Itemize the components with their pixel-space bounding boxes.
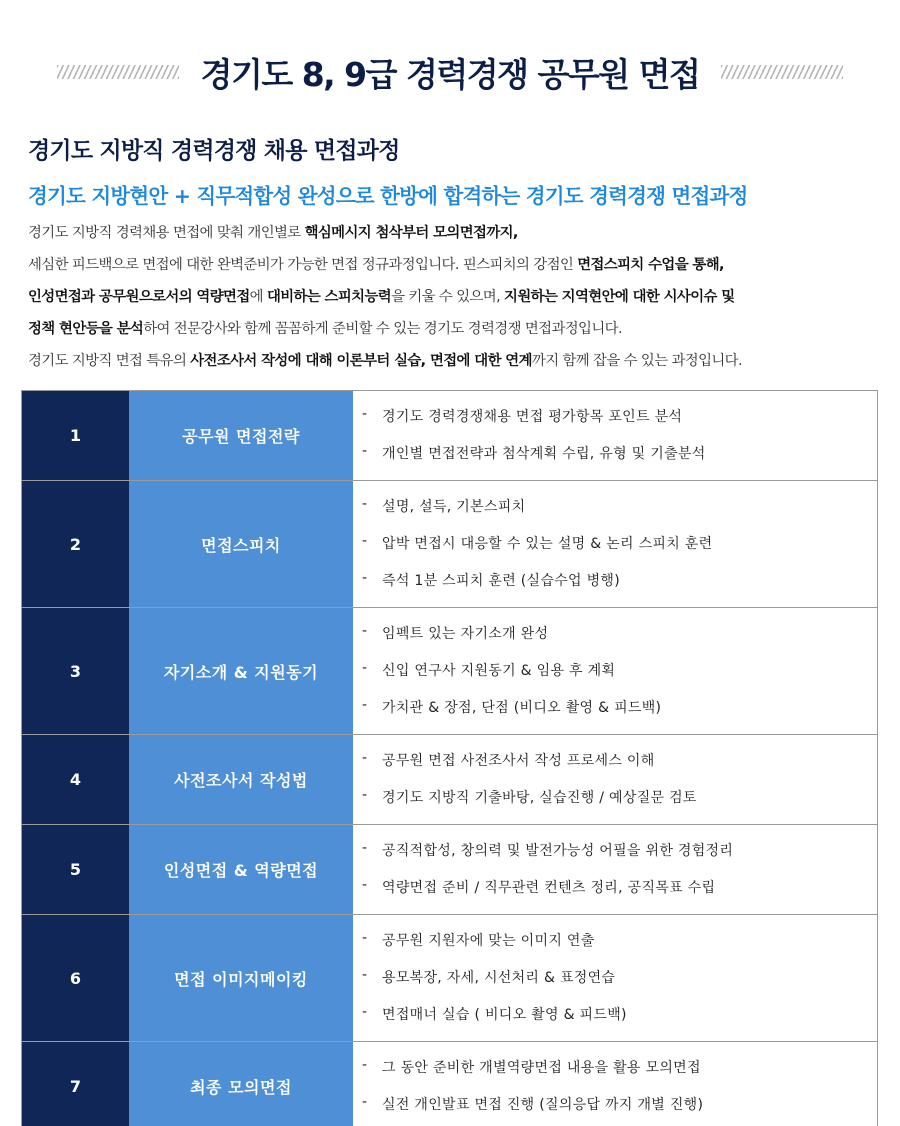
row-topic: 최종 모의면접 <box>129 1042 353 1126</box>
row-number: 4 <box>22 735 129 824</box>
row-number: 2 <box>22 481 129 607</box>
page-title: 경기도 8, 9급 경력경쟁 공무원 면접 <box>200 54 700 94</box>
row-topic: 사전조사서 작성법 <box>129 735 353 824</box>
list-item <box>362 496 877 533</box>
list-item <box>362 1094 877 1126</box>
row-items <box>353 735 877 824</box>
page-header <box>0 44 900 100</box>
list-item <box>362 930 877 967</box>
bullet-dash: - <box>362 496 368 512</box>
item-text: 압박 면접시 대응할 수 있는 설명 & 논리 스피치 훈련 <box>382 536 713 552</box>
list-item <box>362 406 877 443</box>
description-line <box>28 345 878 377</box>
row-topic: 면접 이미지메이킹 <box>129 915 353 1041</box>
table-row <box>22 825 877 915</box>
table-row <box>22 1042 877 1126</box>
bullet-dash: - <box>362 697 368 713</box>
item-text: 공무원 면접 사전조사서 작성 프로세스 이해 <box>382 753 655 769</box>
row-topic: 면접스피치 <box>129 481 353 607</box>
item-text: 개인별 면접전략과 첨삭계획 수립, 유형 및 기출분석 <box>382 446 706 462</box>
bullet-dash: - <box>362 623 368 639</box>
emphasis-text: 정책 현안등을 분석 <box>28 321 144 337</box>
bullet-dash: - <box>362 1004 368 1020</box>
body-text: 에 <box>249 289 267 305</box>
emphasis-text: 사전조사서 작성에 대해 이론부터 실습, 면접에 대한 연계 <box>190 353 532 369</box>
bullet-dash: - <box>362 533 368 549</box>
row-topic: 인성면접 & 역량면접 <box>129 825 353 914</box>
description-line <box>28 249 878 281</box>
item-text: 실전 개인발표 면접 진행 (질의응답 까지 개별 진행) <box>382 1097 704 1113</box>
list-item <box>362 787 877 824</box>
item-text: 즉석 1분 스피치 훈련 (실습수업 병행) <box>382 573 621 589</box>
row-topic: 공무원 면접전략 <box>129 391 353 480</box>
table-row <box>22 481 877 608</box>
row-items <box>353 481 877 607</box>
bullet-dash: - <box>362 750 368 766</box>
emphasis-text: 핵심메시지 첨삭부터 모의면접까지, <box>304 225 518 241</box>
item-text: 그 동안 준비한 개별역량면접 내용을 활용 모의면접 <box>382 1060 701 1076</box>
bullet-dash: - <box>362 967 368 983</box>
bullet-dash: - <box>362 840 368 856</box>
emphasis-text: 대비하는 스피치능력 <box>266 289 392 305</box>
row-number: 7 <box>22 1042 129 1126</box>
emphasis-text: 인성면접과 공무원으로서의 역량면접 <box>28 289 250 305</box>
curriculum-table <box>21 390 878 1126</box>
body-text: 을 키울 수 있으며, <box>391 289 505 305</box>
list-item <box>362 533 877 570</box>
row-number: 6 <box>22 915 129 1041</box>
list-item <box>362 967 877 1004</box>
item-text: 공무원 지원자에 맞는 이미지 연출 <box>382 933 595 949</box>
item-text: 면접매너 실습 ( 비디오 촬영 & 피드백) <box>382 1007 627 1023</box>
list-item <box>362 1057 877 1094</box>
description-line <box>28 281 878 313</box>
bullet-dash: - <box>362 1057 368 1073</box>
body-text: 경기도 지방직 면접 특유의 <box>28 353 191 369</box>
bullet-dash: - <box>362 877 368 893</box>
list-item <box>362 443 877 480</box>
list-item <box>362 840 877 877</box>
section-heading: 경기도 지방직 경력경쟁 채용 면접과정 <box>28 138 400 164</box>
body-text: 하여 전문강사와 함께 꼼꼼하게 준비할 수 있는 경기도 경력경쟁 면접과정입니다. <box>143 321 622 337</box>
row-topic: 자기소개 & 지원동기 <box>129 608 353 734</box>
bullet-dash: - <box>362 443 368 459</box>
list-item <box>362 623 877 660</box>
item-text: 가치관 & 장점, 단점 (비디오 촬영 & 피드백) <box>382 700 662 716</box>
row-items <box>353 391 877 480</box>
list-item <box>362 877 877 914</box>
item-text: 역량면접 준비 / 직무관련 컨텐츠 정리, 공직목표 수립 <box>382 880 716 896</box>
list-item <box>362 697 877 734</box>
table-row <box>22 391 877 481</box>
decorative-hatch-left <box>57 65 179 79</box>
row-items <box>353 608 877 734</box>
item-text: 공직적합성, 창의력 및 발전가능성 어필을 위한 경험정리 <box>382 843 734 859</box>
table-row <box>22 608 877 735</box>
emphasis-text: 지원하는 지역현안에 대한 시사이슈 및 <box>504 289 735 305</box>
body-text: 세심한 피드백으로 면접에 대한 완벽준비가 가능한 면접 정규과정입니다. 핀스피치의 강점인 <box>28 257 578 273</box>
decorative-hatch-right <box>721 65 843 79</box>
item-text: 설명, 설득, 기본스피치 <box>382 499 526 515</box>
table-row <box>22 735 877 825</box>
row-number: 5 <box>22 825 129 914</box>
bullet-dash: - <box>362 406 368 422</box>
table-row <box>22 915 877 1042</box>
list-item <box>362 1004 877 1041</box>
row-number: 1 <box>22 391 129 480</box>
list-item <box>362 660 877 697</box>
row-items <box>353 915 877 1041</box>
body-text: 경기도 지방직 경력채용 면접에 맞춰 개인별로 <box>28 225 305 241</box>
bullet-dash: - <box>362 787 368 803</box>
description-line <box>28 313 878 345</box>
row-number: 3 <box>22 608 129 734</box>
row-items <box>353 825 877 914</box>
emphasis-text: 면접스피치 수업을 통해, <box>577 257 724 273</box>
list-item <box>362 750 877 787</box>
item-text: 경기도 경력경쟁채용 면접 평가항목 포인트 분석 <box>382 409 683 425</box>
item-text: 임펙트 있는 자기소개 완성 <box>382 626 549 642</box>
bullet-dash: - <box>362 660 368 676</box>
bullet-dash: - <box>362 1094 368 1110</box>
item-text: 신입 연구사 지원동기 & 임용 후 계획 <box>382 663 616 679</box>
description-line <box>28 217 878 249</box>
bullet-dash: - <box>362 930 368 946</box>
bullet-dash: - <box>362 570 368 586</box>
row-items <box>353 1042 877 1126</box>
body-text: 까지 함께 잡을 수 있는 과정입니다. <box>531 353 742 369</box>
item-text: 용모복장, 자세, 시선처리 & 표정연습 <box>382 970 616 986</box>
description <box>28 217 878 377</box>
list-item <box>362 570 877 607</box>
intro-section <box>28 132 878 377</box>
item-text: 경기도 지방직 기출바탕, 실습진행 / 예상질문 검토 <box>382 790 697 806</box>
section-subheading: 경기도 지방현안 + 직무적합성 완성으로 한방에 합격하는 경기도 경력경쟁 면접과정 <box>28 184 748 208</box>
